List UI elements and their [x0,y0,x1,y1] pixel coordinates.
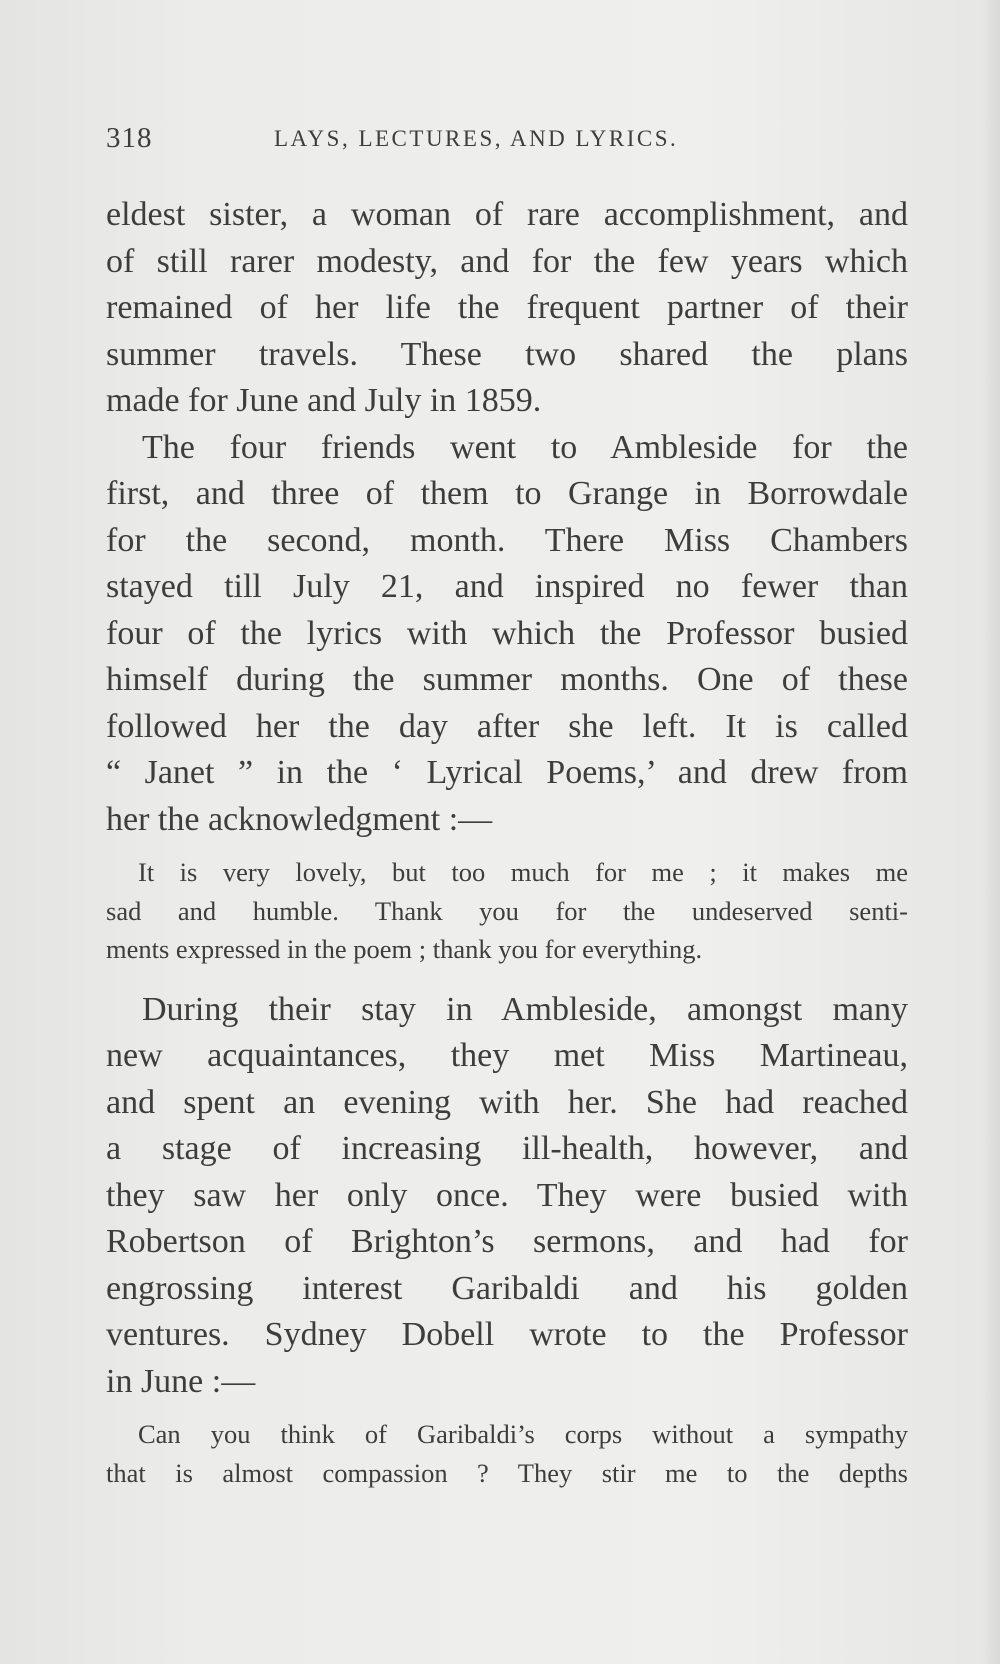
text-line: for the second, month. There Miss Chambers [106,521,908,559]
text-line: eldest sister, a woman of rare accomplishment, and [106,196,908,233]
text-line: engrossing interest Garibaldi and his golden [106,1269,908,1307]
quote-line: It is very lovely, but too much for me ; it makes me [138,857,908,887]
paragraph-3 [106,987,908,1406]
paragraph-1 [106,192,908,425]
text-line: first, and three of them to Grange in Borrowdale [106,475,908,512]
running-title: LAYS, LECTURES, AND LYRICS. [274,126,679,151]
text-line: remained of her life the frequent partner of their [106,289,908,326]
text-line: himself during the summer months. One of these [106,661,908,698]
block-quote-2 [106,1415,908,1492]
text-line: summer travels. These two shared the plans [106,335,908,373]
text-line: in June :— [106,1362,256,1400]
quote-line: ments expressed in the poem ; thank you for everything. [106,934,703,964]
text-line: her the acknowledgment :— [106,800,493,838]
page-number: 318 [106,122,153,154]
text-line: The four friends went to Ambleside for the [142,428,908,466]
text-line: they saw her only once. They were busied with [106,1176,908,1214]
text-line: four of the lyrics with which the Professor busied [106,614,908,652]
text-line: new acquaintances, they met Miss Martineau, [106,1037,908,1074]
text-line: followed her the day after she left. It is called [106,707,908,745]
text-line: “ Janet ” in the ‘ Lyrical Poems,’ and drew from [106,754,908,791]
text-line: Robertson of Brighton’s sermons, and had for [106,1223,908,1260]
text-line: a stage of increasing ill-health, however, and [106,1130,908,1167]
text-line: and spent an evening with her. She had reached [106,1083,908,1121]
text-line: of still rarer modesty, and for the few years which [106,242,908,280]
quote-line: Can you think of Garibaldi’s corps without a sympathy [138,1419,908,1449]
text-line: made for June and July in 1859. [106,382,542,419]
page-header [106,122,926,162]
body-text [106,192,908,1510]
text-line: stayed till July 21, and inspired no fewer than [106,568,908,605]
text-line: During their stay in Ambleside, amongst many [142,990,908,1028]
quote-line: sad and humble. Thank you for the undeserved senti- [106,895,908,926]
paragraph-2 [106,425,908,844]
quote-line: that is almost compassion ? They stir me to the depths [106,1457,908,1488]
block-quote-1 [106,853,908,969]
text-line: ventures. Sydney Dobell wrote to the Professor [106,1316,908,1353]
